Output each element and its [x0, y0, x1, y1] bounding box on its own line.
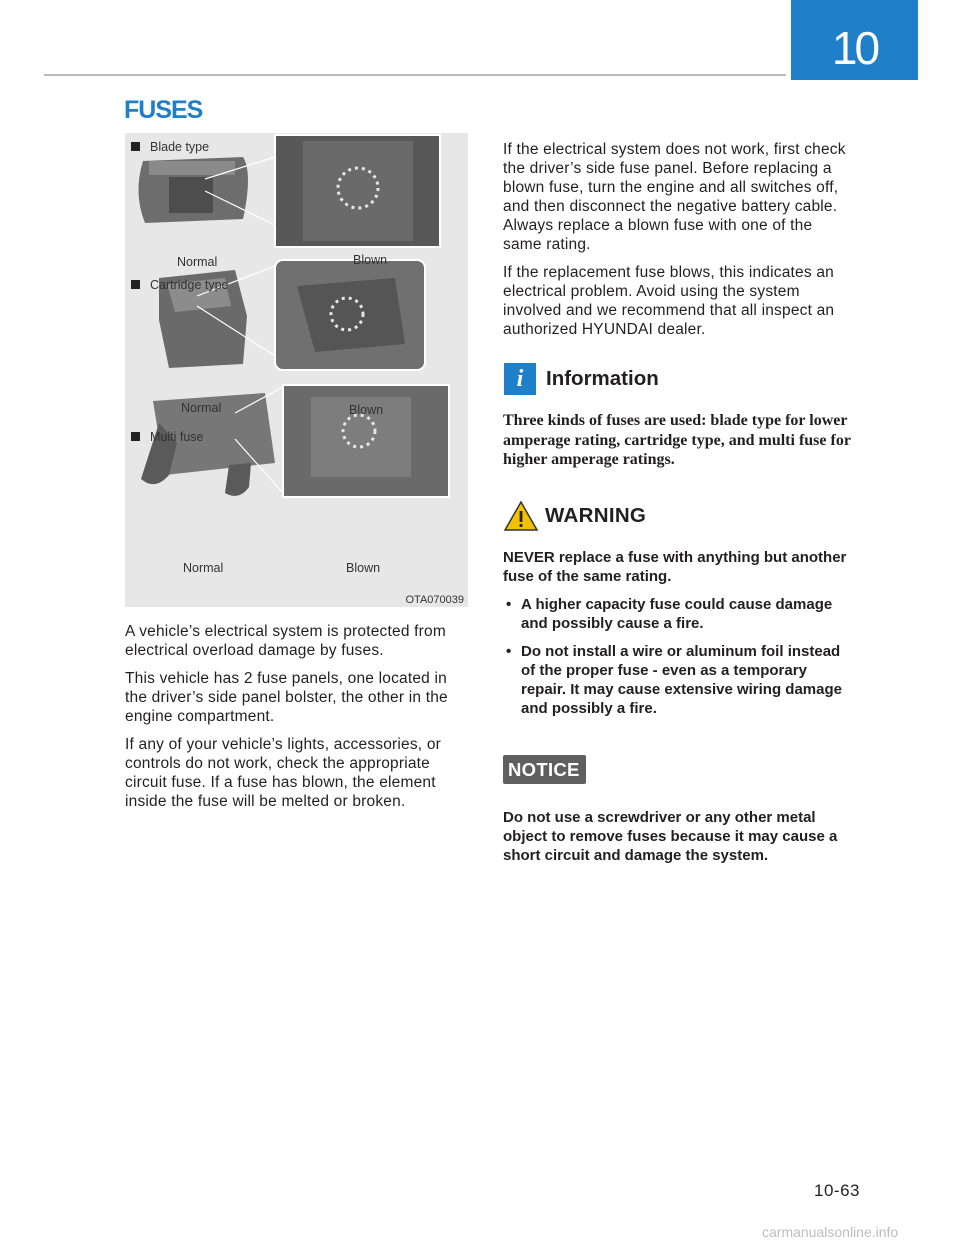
left-column — [125, 622, 470, 820]
blade-blown-label: Blown — [353, 253, 388, 267]
list-item: • A higher capacity fuse could cause damage and possibly cause a fire. — [503, 595, 853, 633]
body-paragraph: This vehicle has 2 fuse panels, one located in the driver’s side panel bolster, the other in the engine compartment. — [125, 670, 448, 725]
information-heading — [503, 363, 853, 395]
information-text: Three kinds of fuses are used: blade type for lower amperage rating, cartridge type, and multi fuse for higher amperage ratings. — [503, 412, 851, 468]
multi-blown-label: Blown — [346, 561, 381, 575]
body-paragraph: If the electrical system does not work, first check the driver’s side fuse panel. Before replacing a blown fuse, turn the engine and all switches off, and then disconnect the negative battery cable. Always replace a blown fuse with one of the same rating. — [503, 141, 846, 253]
square-bullet-icon — [131, 280, 140, 289]
list-item: • Do not install a wire or aluminum foil instead of the proper fuse - even as a temporary repair. It may cause extensive wiring damage and possibly a fire. — [503, 642, 853, 718]
cartridge-caption: Cartridge type — [131, 278, 229, 292]
multi-normal-label: Normal — [183, 561, 224, 575]
blade-caption: Blade type — [131, 140, 209, 154]
info-icon: i — [504, 363, 536, 395]
information-title: Information — [546, 367, 659, 390]
notice-badge: NOTICE — [503, 755, 586, 784]
warning-triangle-icon — [503, 500, 539, 532]
body-paragraph: A vehicle’s electrical system is protected from electrical overload damage by fuses. — [125, 623, 446, 659]
notice-text: Do not use a screwdriver or any other metal object to remove fuses because it may cause a short circuit and damage the system. — [503, 808, 838, 864]
cartridge-blown-label: Blown — [349, 403, 384, 417]
warning-list — [503, 595, 853, 718]
watermark: carmanualsonline.info — [762, 1224, 899, 1240]
figure-code: OTA070039 — [405, 594, 464, 606]
warning-text: NEVER replace a fuse with anything but another fuse of the same rating. — [503, 548, 847, 585]
header-rule — [44, 74, 786, 76]
square-bullet-icon — [131, 432, 140, 441]
page-number: 10-63 — [814, 1181, 860, 1200]
warning-title: WARNING — [545, 503, 647, 527]
body-paragraph: If the replacement fuse blows, this indicates an electrical problem. Avoid using the system involved and we recommend that all inspect an authorized HYUNDAI dealer. — [503, 264, 835, 338]
fuse-figure — [125, 133, 468, 607]
square-bullet-icon — [131, 142, 140, 151]
blade-normal-label: Normal — [177, 255, 218, 269]
chapter-tab: 10 — [791, 0, 918, 80]
cartridge-normal-label: Normal — [181, 401, 222, 415]
body-paragraph: If any of your vehicle’s lights, accessories, or controls do not work, check the appropriate circuit fuse. If a fuse has blown, the element inside the fuse will be melted or broken. — [125, 736, 442, 810]
section-title: FUSES — [124, 96, 203, 124]
warning-heading — [503, 500, 853, 532]
cartridge-fuse-illustration — [125, 256, 445, 378]
multi-caption: Multi fuse — [131, 430, 204, 444]
right-column — [503, 140, 853, 865]
